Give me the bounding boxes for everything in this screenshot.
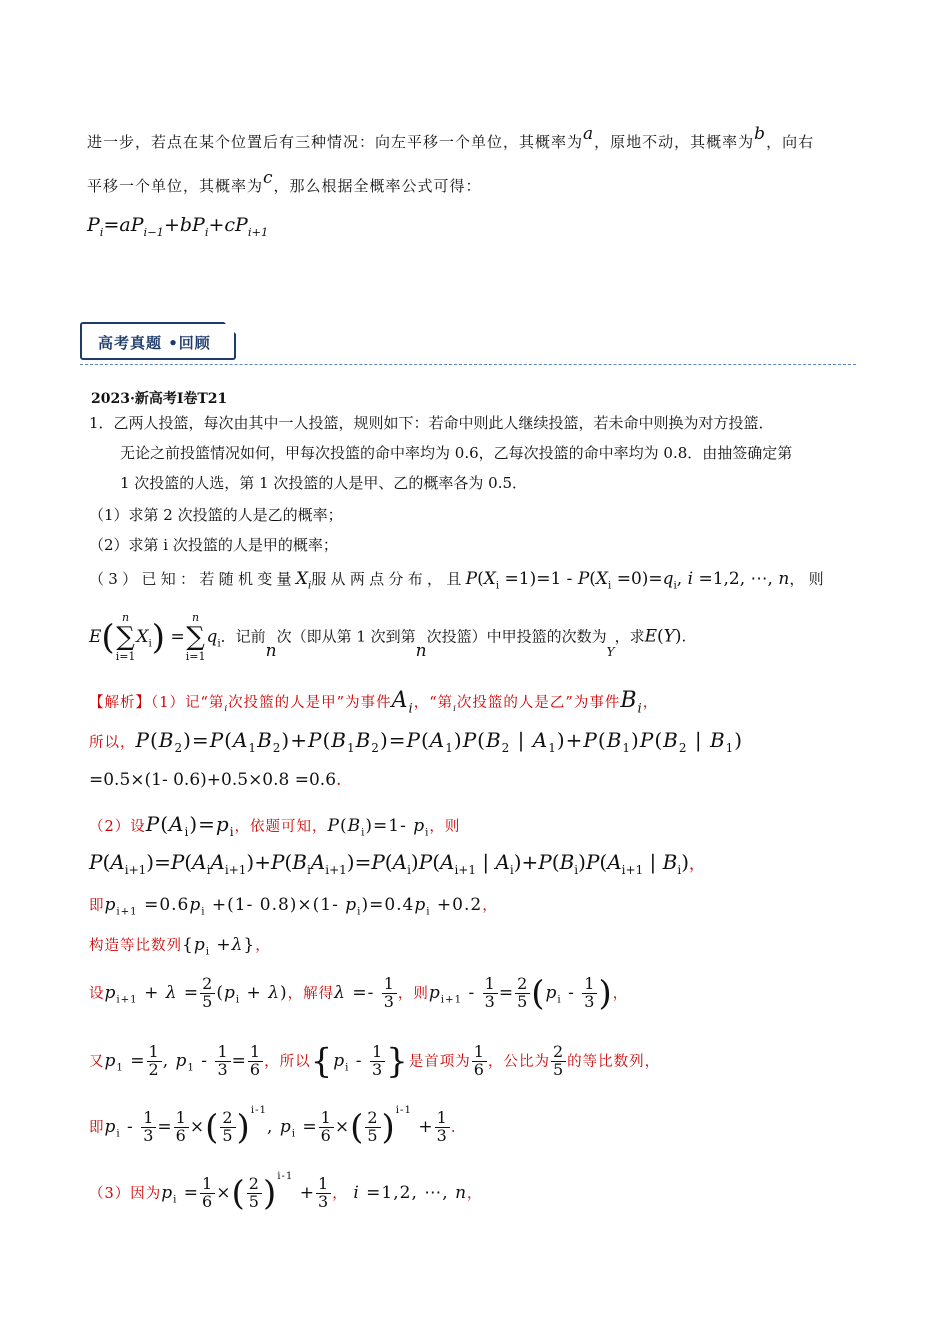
solution-line-2: 所以，$P(B_2)=P(A_1B_2)+P(B_1B_2)=P(A_1)P(B_2$ | $A_1)+P(B_1)P(B_2$ | $B_1$) (89, 728, 744, 755)
q3-end: ，则 (789, 570, 828, 588)
solution-line-6: 即$p_{i+1} =0.6p_i +(1-$ 0.8)×(1- $p_i)=0.4p_i +0.2$， (89, 895, 498, 918)
solution-line-1: 【解析】（1）记“第$_i$次投篮的人是甲”为事件$A_i$，“第$_i$次投篮的人是乙”为事件$B_i$， (89, 688, 659, 717)
problem-line-3: 1 次投篮的人选，第 1 次投篮的人是甲、乙的概率各为 0.5． (120, 474, 528, 492)
q3-line2b: 次（即从第 1 次到第 (276, 627, 416, 646)
solution-line-11: （3）因为$p_i$ = $\frac{1}{6}$ ×( $\frac{2}{5}$ )$^{i-1}$ + $\frac{1}{3}$ ， i =1,2, ⋯, n， (89, 1171, 483, 1214)
solution-line-4: （2）设$P(A_i)=p_i$，依题可知，$P(B_i)=1-$ $p_i$，则 (89, 812, 461, 839)
problem-line-1 (89, 412, 774, 433)
intro-line-1 (87, 124, 814, 152)
q3-line2c: 次投篮）中甲投篮的次数为 (426, 627, 607, 646)
solution-label: 【解析】 (89, 695, 151, 711)
var-n-1: n (265, 640, 277, 661)
q3-line2a: ．记前 (220, 627, 266, 646)
s1a: （1）记“第 (151, 695, 225, 711)
ji: 即 (89, 898, 105, 914)
expectation-ey: E(Y) (644, 626, 682, 647)
dengbi: 的等比数列， (567, 1053, 661, 1070)
s2a: （2）设 (89, 819, 146, 835)
intro-line-2 (87, 168, 482, 196)
intro-text-1b: ，原地不动，其概率为 (594, 133, 755, 151)
intro-text-2: 平移一个单位，其概率为 (87, 177, 264, 195)
expectation-sum-formula: E( n ∑ i=1 $X_i$) = n ∑ i=1 $q_i$ (89, 611, 221, 663)
gongbi: ，公比为 (487, 1053, 550, 1070)
q3-mid: 服从两点分布，且 (311, 570, 466, 588)
two-point-distribution-formula: $P(X_i =1)=1 - P(X_i =0)=q_i$, i =1,2, ⋯, n (465, 569, 790, 592)
var-y: Y (606, 644, 615, 659)
section-header-box (80, 322, 236, 360)
xi-variable: $X_i$ (295, 569, 312, 592)
section-title: 高考真题 •回顾 (98, 334, 211, 352)
intro-text-1: 进一步，若点在某个位置后有三种情况：向左平移一个单位，其概率为 (87, 133, 584, 151)
solution-line-3: =0.5×(1- 0.6)+0.5×0.8 =0.6. (89, 770, 342, 790)
var-a: a (583, 124, 595, 144)
gz: 构造等比数列 (89, 938, 182, 954)
q3-prefix: （3）已知：若随机变量 (89, 570, 296, 588)
q3-line2d: ，求 (614, 627, 645, 646)
solution-line-8: 设$p_{i+1} + \lambda$ = $\frac{2}{5}$ $(p_i + \lambda)$，解得λ =- $\frac{1}{3}$ ，则$p_{i+1}$ - $\frac{1}{3}$ = $\frac{2}{5}$ ($p_i$ - $\frac{1}{3}$ )， (89, 973, 629, 1014)
suoyi: ，所以 (264, 1053, 311, 1070)
jiede: ，解得 (287, 985, 335, 1002)
ze: ，则 (397, 985, 429, 1002)
ji2: 即 (89, 1119, 105, 1136)
s1d: 次投篮的人是乙”为事件 (456, 695, 621, 711)
problem-text-1: 乙两人投篮，每次由其中一人投篮，规则如下：若命中则此人继续投篮，若未命中则换为对方投篮． (113, 414, 774, 432)
solution-line-10: 即$p_i$ - $\frac{1}{3}$ = $\frac{1}{6}$ ×( $\frac{2}{5}$ )$^{i-1}$, $p_i$ = $\frac{1}{6}$ ×( $\frac{2}{5}$ )$^{i-1}$ + $\frac{1}{3}$ . (89, 1105, 457, 1148)
section-divider (80, 364, 856, 365)
question-2: （2）求第 i 次投篮的人是甲的概率； (89, 536, 338, 554)
s1b: 次投篮的人是甲”为事件 (228, 695, 392, 711)
intro-text-2b: ，那么根据全概率公式可得： (273, 177, 482, 195)
problem-number: 1． (89, 414, 114, 432)
so: 所以， (89, 735, 136, 751)
problem-line-2: 无论之前投篮情况如何，甲每次投篮的命中率均为 0.6，乙每次投篮的命中率均为 0.8．由抽签确定第 (120, 444, 793, 462)
problem-source: 2023·新高考Ⅰ卷T21 (91, 391, 228, 407)
var-n-2: n (415, 640, 427, 661)
intro-text-1c: ，向右 (766, 133, 815, 151)
question-3-line-2: E( n ∑ i=1 $X_i$) = n ∑ i=1 $q_i$．记前n次（即从第 1 次到第n次投篮）中甲投篮的次数为$_Y$，求E(Y). (89, 611, 687, 663)
solution-line-9: 又$p_1$ = $\frac{1}{2}$ , $p_1$ - $\frac{1}{3}$ = $\frac{1}{6}$ ，所以{$p_i$ - $\frac{1}{3}$ }是首项为 $\frac{1}{6}$ ，公比为 $\frac{2}{5}$ 的等比数列， (89, 1041, 661, 1082)
var-c: c (263, 168, 274, 188)
question-3-line-1 (89, 568, 828, 591)
total-probability-formula: $P_i=aP_{i-1}+bP_i+cP_{i+1}$ (87, 214, 269, 239)
shou: 是首项为 (408, 1053, 471, 1070)
you: 又 (89, 1053, 105, 1070)
solution-line-5: $P(A_{i+1})=P(A_iA_{i+1})+P(B_iA_{i+1})=P(A_i)P(A_{i+1}$ | $A_i)+P(B_i)P(A_{i+1}$ | $B_i$)， (89, 850, 706, 877)
s3: （3）因为 (89, 1185, 162, 1202)
solution-line-7: 构造等比数列$\{p_i +\lambda\}$， (89, 935, 271, 958)
s2c: ，则 (429, 819, 461, 835)
she: 设 (89, 985, 105, 1002)
var-b: b (754, 124, 767, 144)
s1c: ，“第 (413, 695, 454, 711)
question-1: （1）求第 2 次投篮的人是乙的概率； (89, 506, 343, 524)
s2b: ，依题可知， (234, 819, 328, 835)
